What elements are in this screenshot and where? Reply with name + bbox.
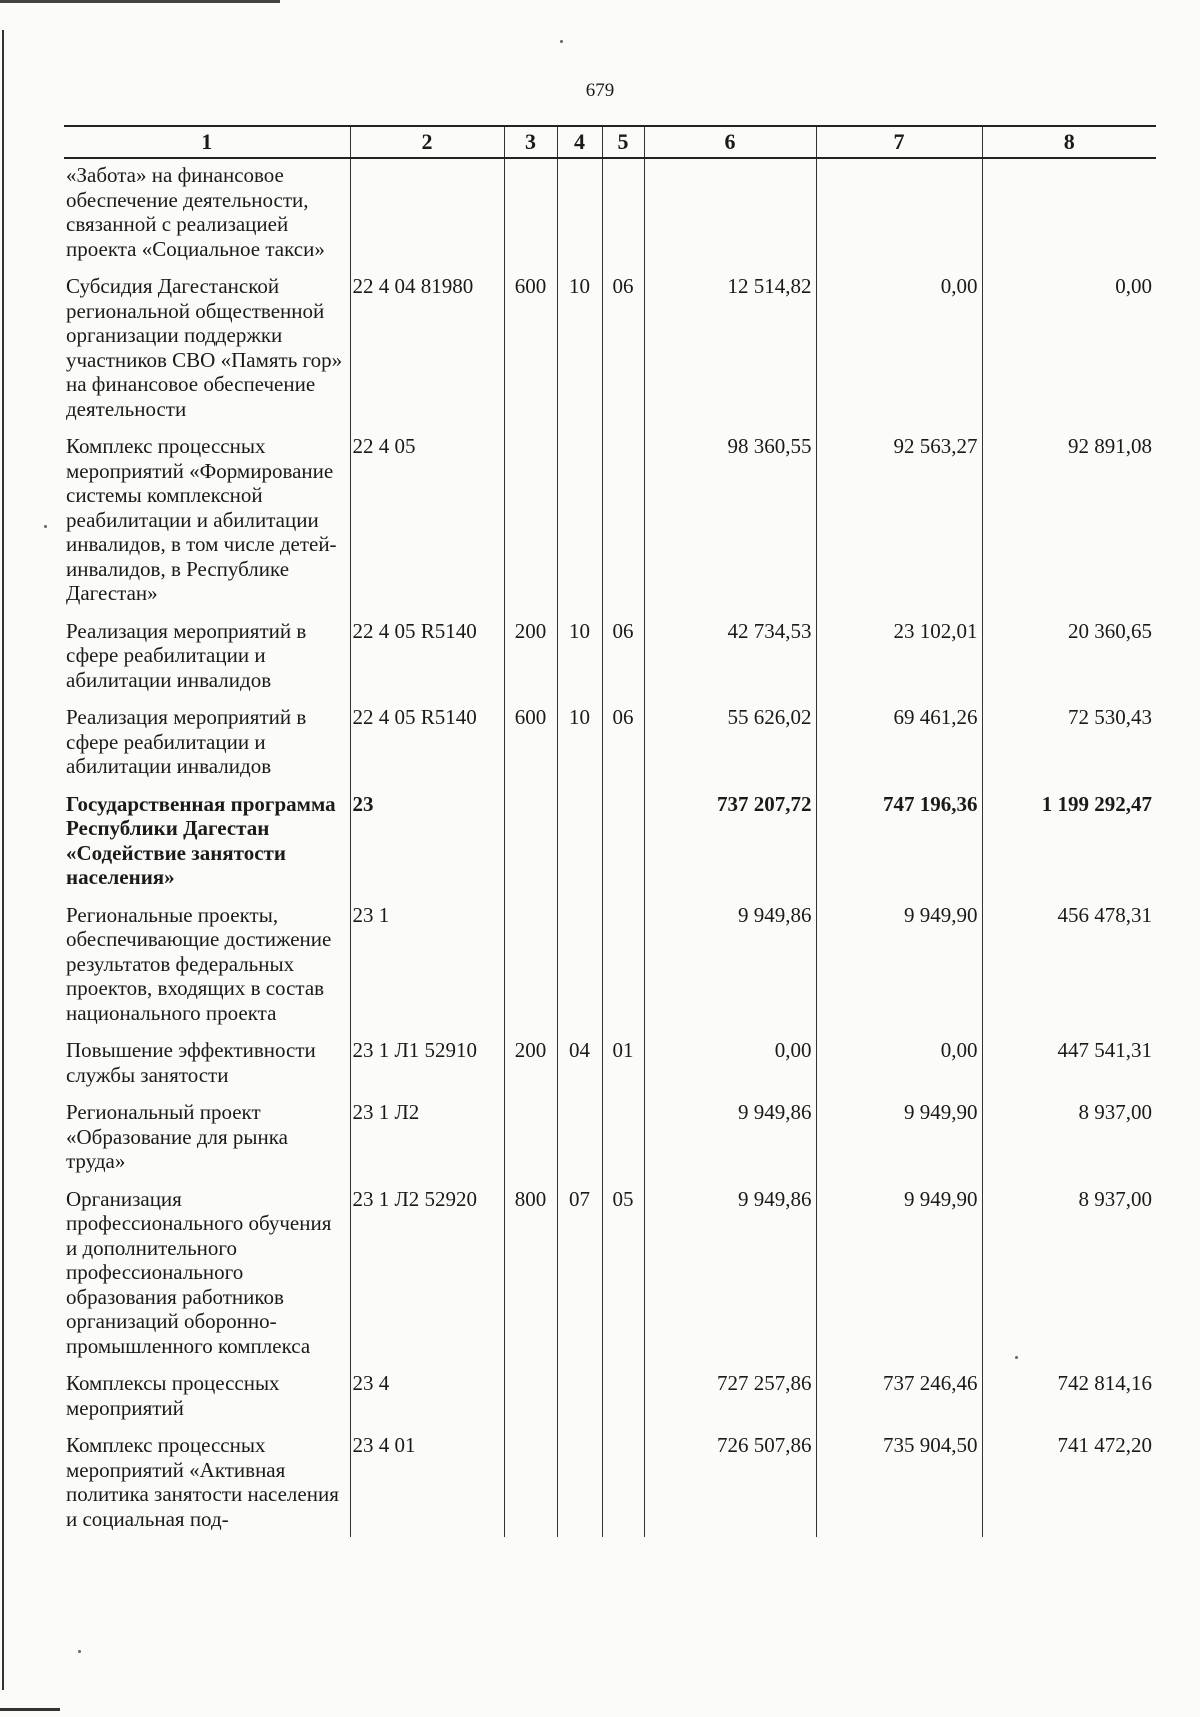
page-number: 679 <box>585 80 615 101</box>
amount-cell-col6 <box>644 158 816 267</box>
section-cell <box>557 785 602 896</box>
table-row <box>64 1031 1156 1093</box>
table-row <box>64 1093 1156 1180</box>
amount-cell-col6: 9 949,86 <box>644 1180 816 1365</box>
expense-type-cell <box>504 427 557 612</box>
budget-table <box>64 125 1156 1537</box>
section-cell <box>557 158 602 267</box>
row-name-cell: Региональные проекты, обеспечивающие достижение результатов федеральных проектов, входящих в состав национального проекта <box>64 896 350 1032</box>
column-header: 6 <box>644 126 816 158</box>
amount-cell-col6: 12 514,82 <box>644 267 816 427</box>
amount-cell-col8: 92 891,08 <box>1068 434 1152 458</box>
classification-code-cell: 22 4 05 R5140 <box>350 612 504 699</box>
scan-artifact-left-edge <box>2 30 4 1690</box>
section-cell <box>557 896 602 1032</box>
section-cell <box>557 1364 602 1426</box>
amount-cell-col7: 0,00 <box>816 1031 982 1093</box>
scan-artifact-bottom <box>0 1708 60 1711</box>
table-row <box>64 896 1156 1032</box>
table-header-row <box>64 126 1156 158</box>
classification-code-cell: 23 1 Л2 <box>350 1093 504 1180</box>
amount-cell-col8: 741 472,20 <box>1057 1433 1152 1457</box>
row-name-cell: Государственная программа Республики Дагестан «Содействие занятости населения» <box>64 785 350 896</box>
amount-cell-col8: 1 199 292,47 <box>1041 791 1152 816</box>
amount-cell-col8 <box>982 158 1156 267</box>
expense-type-cell: 200 <box>504 1031 557 1093</box>
amount-cell-col8: 447 541,31 <box>1057 1038 1152 1062</box>
expense-type-cell: 600 <box>504 267 557 427</box>
subsection-cell <box>602 1426 644 1537</box>
subsection-cell <box>602 427 644 612</box>
table-row <box>64 612 1156 699</box>
classification-code-cell: 23 4 <box>350 1364 504 1426</box>
amount-cell-col7: 92 563,27 <box>816 427 982 612</box>
section-cell <box>557 1426 602 1537</box>
amount-cell-col6: 726 507,86 <box>644 1426 816 1537</box>
subsection-cell <box>602 896 644 1032</box>
amount-cell-col7: 737 246,46 <box>816 1364 982 1426</box>
amount-cell-col8: 456 478,31 <box>1057 902 1152 927</box>
classification-code-cell: 23 4 01 <box>350 1426 504 1537</box>
amount-cell-col7: 0,00 <box>816 267 982 427</box>
column-header: 3 <box>504 126 557 158</box>
amount-cell-col8: 8 937,00 <box>1078 1186 1152 1211</box>
scan-artifact-top <box>0 0 280 3</box>
subsection-cell <box>602 785 644 896</box>
amount-cell-col6: 9 949,86 <box>644 1093 816 1180</box>
amount-cell-col7: 9 949,90 <box>816 896 982 1032</box>
classification-code-cell: 23 1 <box>350 896 504 1032</box>
amount-cell-col7: 747 196,36 <box>816 785 982 896</box>
expense-type-cell <box>504 1364 557 1426</box>
subsection-cell: 06 <box>602 267 644 427</box>
amount-cell-col6: 727 257,86 <box>644 1364 816 1426</box>
amount-cell-col7: 9 949,90 <box>816 1180 982 1365</box>
table-row <box>64 698 1156 785</box>
subsection-cell <box>602 1093 644 1180</box>
table-row <box>64 1180 1156 1365</box>
section-cell: 10 <box>557 612 602 699</box>
row-name-cell: Реализация мероприятий в сфере реабилитации и абилитации инвалидов <box>64 698 350 785</box>
table-row <box>64 427 1156 612</box>
amount-cell-col8: 20 360,65 <box>1068 618 1152 643</box>
amount-cell-col7: 9 949,90 <box>816 1093 982 1180</box>
table-row <box>64 785 1156 896</box>
column-header: 5 <box>602 126 644 158</box>
row-name-cell: Комплекс процессных мероприятий «Формирование системы комплексной реабилитации и абилитации инвалидов, в том числе детей-инвалидов, в Республике Дагестан» <box>64 427 350 612</box>
amount-cell-col7: 23 102,01 <box>816 612 982 699</box>
expense-type-cell: 200 <box>504 612 557 699</box>
scan-speck <box>78 1650 81 1653</box>
row-name-cell: Комплексы процессных мероприятий <box>64 1364 350 1426</box>
section-cell <box>557 427 602 612</box>
subsection-cell: 01 <box>602 1031 644 1093</box>
subsection-cell: 06 <box>602 612 644 699</box>
subsection-cell: 06 <box>602 698 644 785</box>
expense-type-cell: 800 <box>504 1180 557 1365</box>
classification-code-cell: 22 4 04 81980 <box>350 267 504 427</box>
section-cell: 04 <box>557 1031 602 1093</box>
row-name-cell: Организация профессионального обучения и дополнительного профессионального образования работников организаций оборонно-промышленного комплекса <box>64 1180 350 1365</box>
column-header: 4 <box>557 126 602 158</box>
amount-cell-col8: 72 530,43 <box>1068 705 1152 729</box>
amount-cell-col7: 735 904,50 <box>816 1426 982 1537</box>
row-name-cell: «Забота» на финансовое обеспечение деятельности, связанной с реализацией проекта «Социальное такси» <box>64 158 350 267</box>
amount-cell-col6: 98 360,55 <box>644 427 816 612</box>
amount-cell-col7: 69 461,26 <box>816 698 982 785</box>
amount-cell-col8: 0,00 <box>1115 274 1152 298</box>
classification-code-cell: 22 4 05 R5140 <box>350 698 504 785</box>
table-row <box>64 1426 1156 1537</box>
section-cell: 10 <box>557 698 602 785</box>
table-row <box>64 267 1156 427</box>
column-header: 1 <box>64 126 350 158</box>
scan-speck <box>560 40 563 43</box>
table-row <box>64 1364 1156 1426</box>
expense-type-cell <box>504 785 557 896</box>
amount-cell-col8: 742 814,16 <box>1057 1371 1152 1395</box>
classification-code-cell: 23 1 Л1 52910 <box>350 1031 504 1093</box>
row-name-cell: Повышение эффективности службы занятости <box>64 1031 350 1093</box>
amount-cell-col6: 9 949,86 <box>644 896 816 1032</box>
classification-code-cell <box>350 158 504 267</box>
row-name-cell: Субсидия Дагестанской региональной общественной организации поддержки участников СВО «Память гор» на финансовое обеспечение деятельности <box>64 267 350 427</box>
row-name-cell: Реализация мероприятий в сфере реабилитации и абилитации инвалидов <box>64 612 350 699</box>
expense-type-cell <box>504 1093 557 1180</box>
subsection-cell: 05 <box>602 1180 644 1365</box>
section-cell <box>557 1093 602 1180</box>
subsection-cell <box>602 158 644 267</box>
column-header: 8 <box>982 126 1156 158</box>
column-header: 7 <box>816 126 982 158</box>
row-name-cell: Комплекс процессных мероприятий «Активная политика занятости населения и социальная под- <box>64 1426 350 1537</box>
expense-type-cell <box>504 1426 557 1537</box>
scan-speck <box>44 525 47 528</box>
amount-cell-col6: 737 207,72 <box>644 785 816 896</box>
table-row <box>64 158 1156 267</box>
subsection-cell <box>602 1364 644 1426</box>
amount-cell-col6: 0,00 <box>644 1031 816 1093</box>
amount-cell-col8: 8 937,00 <box>1078 1100 1152 1124</box>
amount-cell-col6: 42 734,53 <box>644 612 816 699</box>
section-cell: 10 <box>557 267 602 427</box>
section-cell: 07 <box>557 1180 602 1365</box>
expense-type-cell <box>504 896 557 1032</box>
row-name-cell: Региональный проект «Образование для рынка труда» <box>64 1093 350 1180</box>
amount-cell-col6: 55 626,02 <box>644 698 816 785</box>
expense-type-cell: 600 <box>504 698 557 785</box>
classification-code-cell: 23 <box>350 785 504 896</box>
column-header: 2 <box>350 126 504 158</box>
classification-code-cell: 23 1 Л2 52920 <box>350 1180 504 1365</box>
expense-type-cell <box>504 158 557 267</box>
amount-cell-col7 <box>816 158 982 267</box>
classification-code-cell: 22 4 05 <box>350 427 504 612</box>
